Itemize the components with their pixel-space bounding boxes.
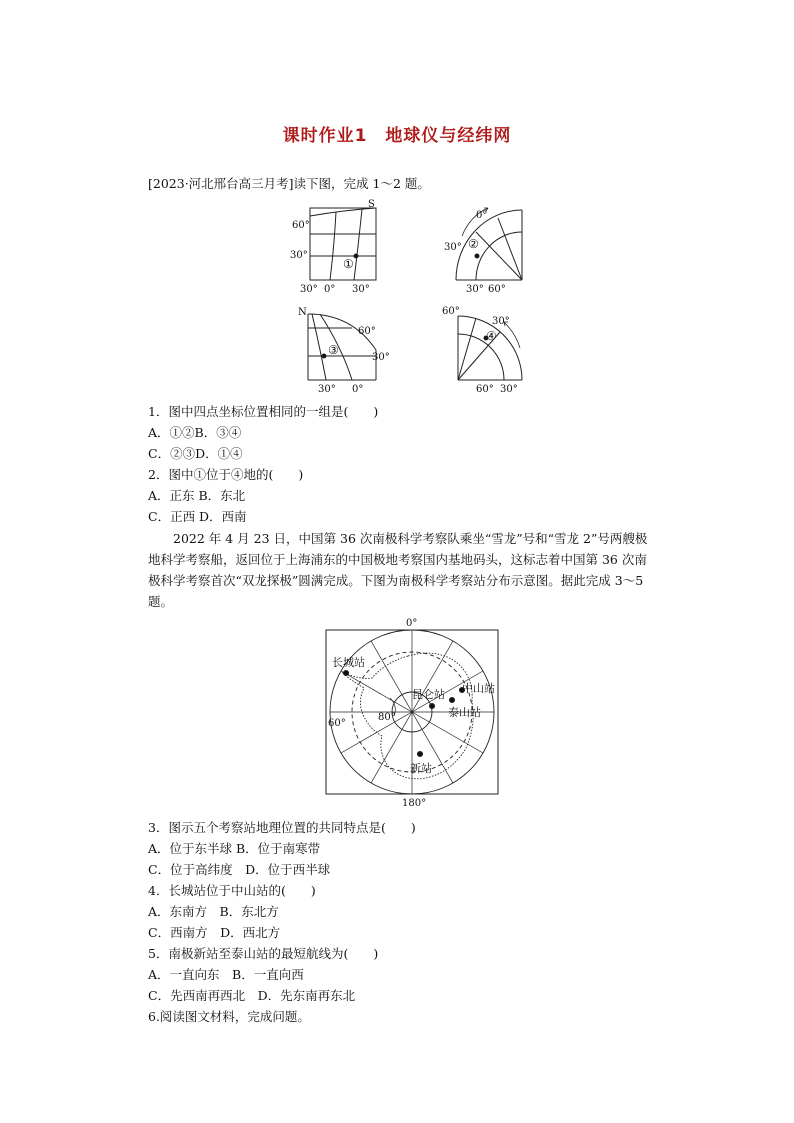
page-title: 课时作业1 地球仪与经纬网: [282, 126, 512, 146]
label: 60°: [488, 284, 506, 295]
label: S: [368, 199, 375, 210]
point-marker: [354, 254, 358, 258]
question-2-stem: 2．图中①位于④地的( ): [148, 467, 304, 482]
antarctica-station-map: [316, 616, 506, 808]
latitude-label: 80°: [378, 712, 396, 723]
meridian-label: 60°: [328, 718, 346, 729]
diagram-1: [290, 199, 376, 295]
question-4-options-ab: A．东南方 B．东北方: [148, 904, 279, 919]
question-4-stem: 4．长城站位于中山站的( ): [148, 883, 316, 898]
label: 0°: [324, 284, 336, 295]
question-2-options-ab: A．正东 B．东北: [148, 488, 246, 503]
meridian-label: 180°: [402, 798, 427, 808]
station-label: 中山站: [462, 682, 495, 695]
label: 0°: [476, 210, 488, 221]
station-label: 新站: [410, 762, 432, 775]
station-marker: [343, 670, 348, 675]
label: 60°: [476, 384, 494, 395]
label: 60°: [358, 326, 376, 337]
station-marker: [429, 703, 434, 708]
label: N: [298, 307, 307, 318]
question-2-options-cd: C．正西 D．西南: [148, 509, 247, 524]
question-6-stem: 6.阅读图文材料，完成问题。: [148, 1009, 310, 1024]
diagram-2: [444, 208, 522, 295]
diagram-3: [298, 307, 390, 395]
question-5-options-cd: C．先西南再西北 D．先东南再东北: [148, 988, 356, 1003]
reading-passage: 2022 年 4 月 23 日，中国第 36 次南极科学考察队乘坐“雪龙”号和“雪龙 2”号两艘极地科学考察船，返回位于上海浦东的中国极地考察国内基地码头，这标志着中国第 36 次南极科学考察首次“双龙探极”圆满完成。下图为南极科学考察站分布示意图。据此完成 3～5 题。: [148, 531, 648, 609]
label: ③: [328, 343, 339, 357]
question-1-options-cd: C．②③D．①④: [148, 446, 243, 461]
label: ④: [486, 329, 497, 343]
label: 30°: [492, 316, 510, 327]
question-3-stem: 3．图示五个考察站地理位置的共同特点是( ): [148, 820, 416, 835]
station-label: 长城站: [332, 656, 365, 669]
station-label: 昆仑站: [412, 688, 445, 701]
question-3-options-ab: A．位于东半球 B．位于南寒带: [148, 841, 321, 856]
point-marker: [322, 354, 326, 358]
label: 30°: [300, 284, 318, 295]
label: 30°: [466, 284, 484, 295]
label: 30°: [352, 284, 370, 295]
label: 30°: [318, 384, 336, 395]
station-label: 泰山站: [448, 706, 481, 719]
station-marker: [417, 751, 422, 756]
label: 60°: [292, 220, 310, 231]
label: 30°: [500, 384, 518, 395]
point-marker: [475, 254, 479, 258]
label: ①: [343, 257, 354, 271]
label: 0°: [352, 384, 364, 395]
question-1-stem: 1．图中四点坐标位置相同的一组是( ): [148, 404, 379, 419]
station-marker: [449, 697, 454, 702]
label: 30°: [290, 250, 308, 261]
question-5-options-ab: A．一直向东 B．一直向西: [148, 967, 304, 982]
question-4-options-cd: C．西南方 D．西北方: [148, 925, 281, 940]
label: ②: [468, 237, 479, 251]
meridian-label: 0°: [406, 618, 418, 629]
label: 60°: [442, 306, 460, 317]
graticule-figure: [290, 198, 530, 398]
question-3-options-cd: C．位于高纬度 D．位于西半球: [148, 862, 331, 877]
question-5-stem: 5．南极新站至泰山站的最短航线为( ): [148, 946, 379, 961]
label: 30°: [372, 352, 390, 363]
question-1-options-ab: A．①②B．③④: [148, 425, 242, 440]
intro-line: [2023·河北邢台高三月考]读下图，完成 1～2 题。: [148, 176, 430, 191]
diagram-4: [442, 306, 522, 395]
label: 30°: [444, 242, 462, 253]
